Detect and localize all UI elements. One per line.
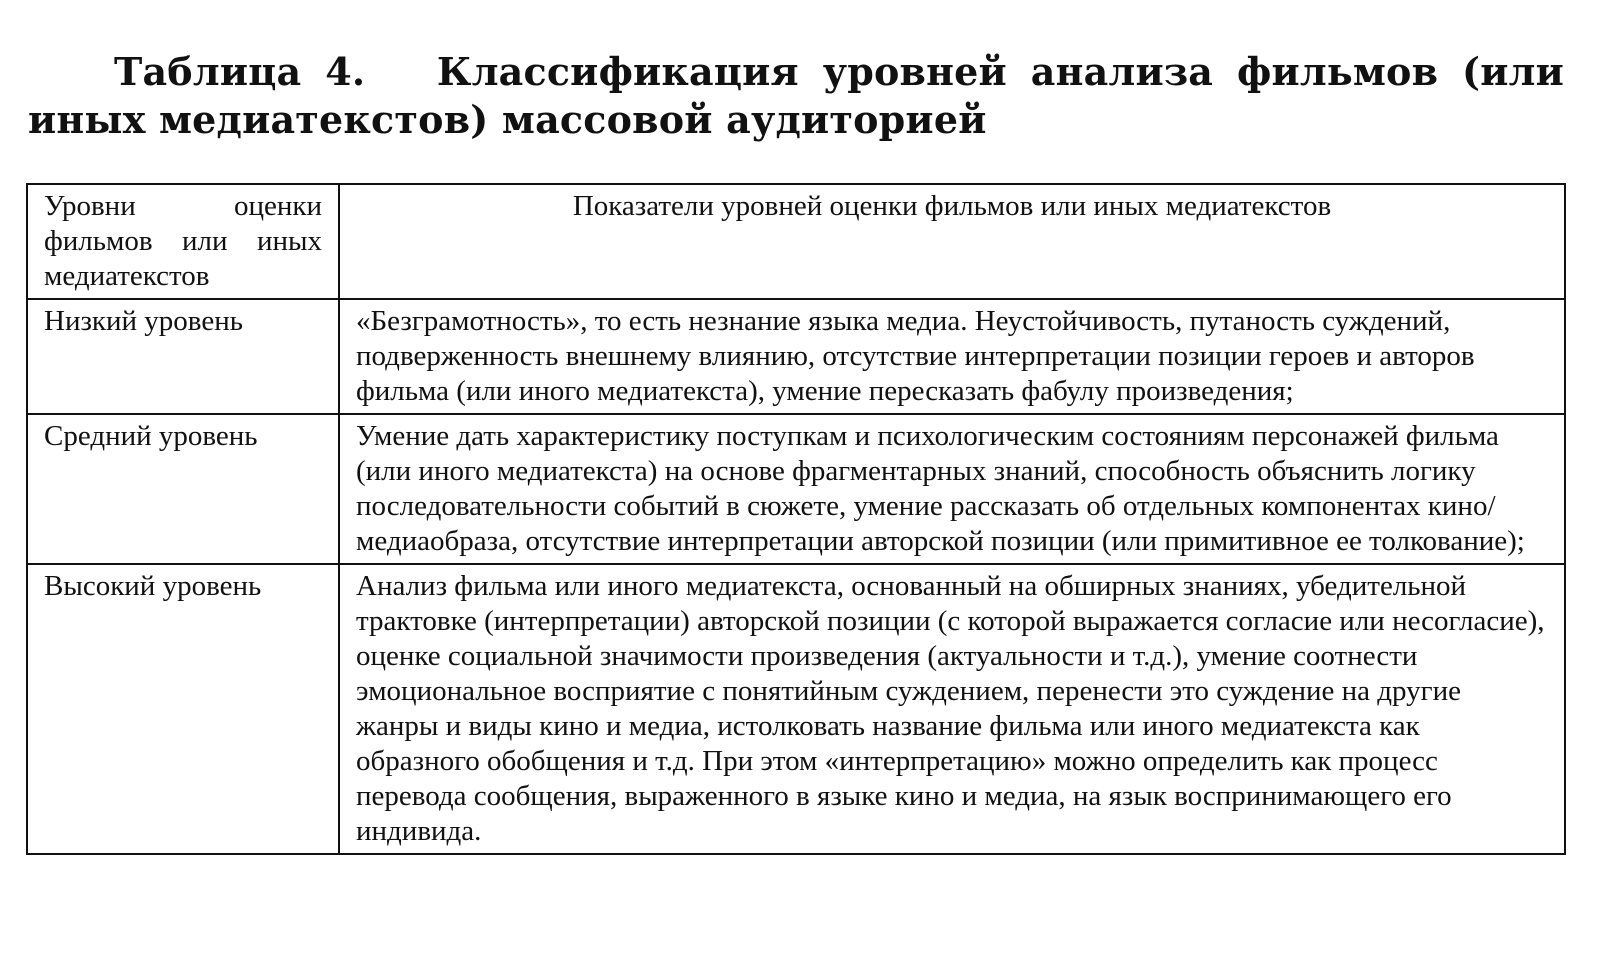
level-cell-high: Высокий уровень <box>27 564 339 854</box>
table-caption <box>28 48 1564 144</box>
level-cell-medium: Средний уровень <box>27 414 339 564</box>
table-header-row <box>27 184 1565 299</box>
table-caption-label: Таблица 4. <box>114 49 366 94</box>
description-cell-high: Анализ фильма или иного медиатекста, основанный на обширных знаниях, убедительной трактовке (интерпретации) авторской позиции (с которой выражается согласие или несогласие), оценке социальной значимости произведения (актуальности и т.д.), умение соотнести эмоциональное восприятие с понятийным суждением, перенести это суждение на другие жанры и виды кино и медиа, истолковать название фильма или иного медиатекста как образного обобщения и т.д. При этом «интерпретацию» можно определить как процесс перевода сообщения, выраженного в языке кино и медиа, на язык воспринимающего его индивида. <box>339 564 1565 854</box>
table-row-high <box>27 564 1565 854</box>
header-cell-levels: Уровни оценки фильмов или иных медиатекстов <box>27 184 339 299</box>
header-cell-indicators: Показатели уровней оценки фильмов или иных медиатекстов <box>339 184 1565 299</box>
table-caption-text: Классификация уровней анализа фильмов (или иных медиатекстов) массовой аудиторией <box>28 49 1564 142</box>
table-row-low <box>27 299 1565 414</box>
description-cell-low: «Безграмотность», то есть незнание языка медиа. Неустойчивость, путаность суждений, подверженность внешнему влиянию, отсутствие интерпретации позиции героев и авторов фильма (или иного медиатекста), умение пересказать фабулу произведения; <box>339 299 1565 414</box>
classification-table <box>26 183 1566 855</box>
table-row-medium <box>27 414 1565 564</box>
description-cell-medium: Умение дать характеристику поступкам и психологическим состояниям персонажей фильма (или иного медиатекста) на основе фрагментарных знаний, способность объяснить логику последовательности событий в сюжете, умение рассказать об отдельных компонентах кино/медиаобраза, отсутствие интерпретации авторской позиции (или примитивное ее толкование); <box>339 414 1565 564</box>
level-cell-low: Низкий уровень <box>27 299 339 414</box>
cropped-previous-text-line <box>28 0 888 6</box>
